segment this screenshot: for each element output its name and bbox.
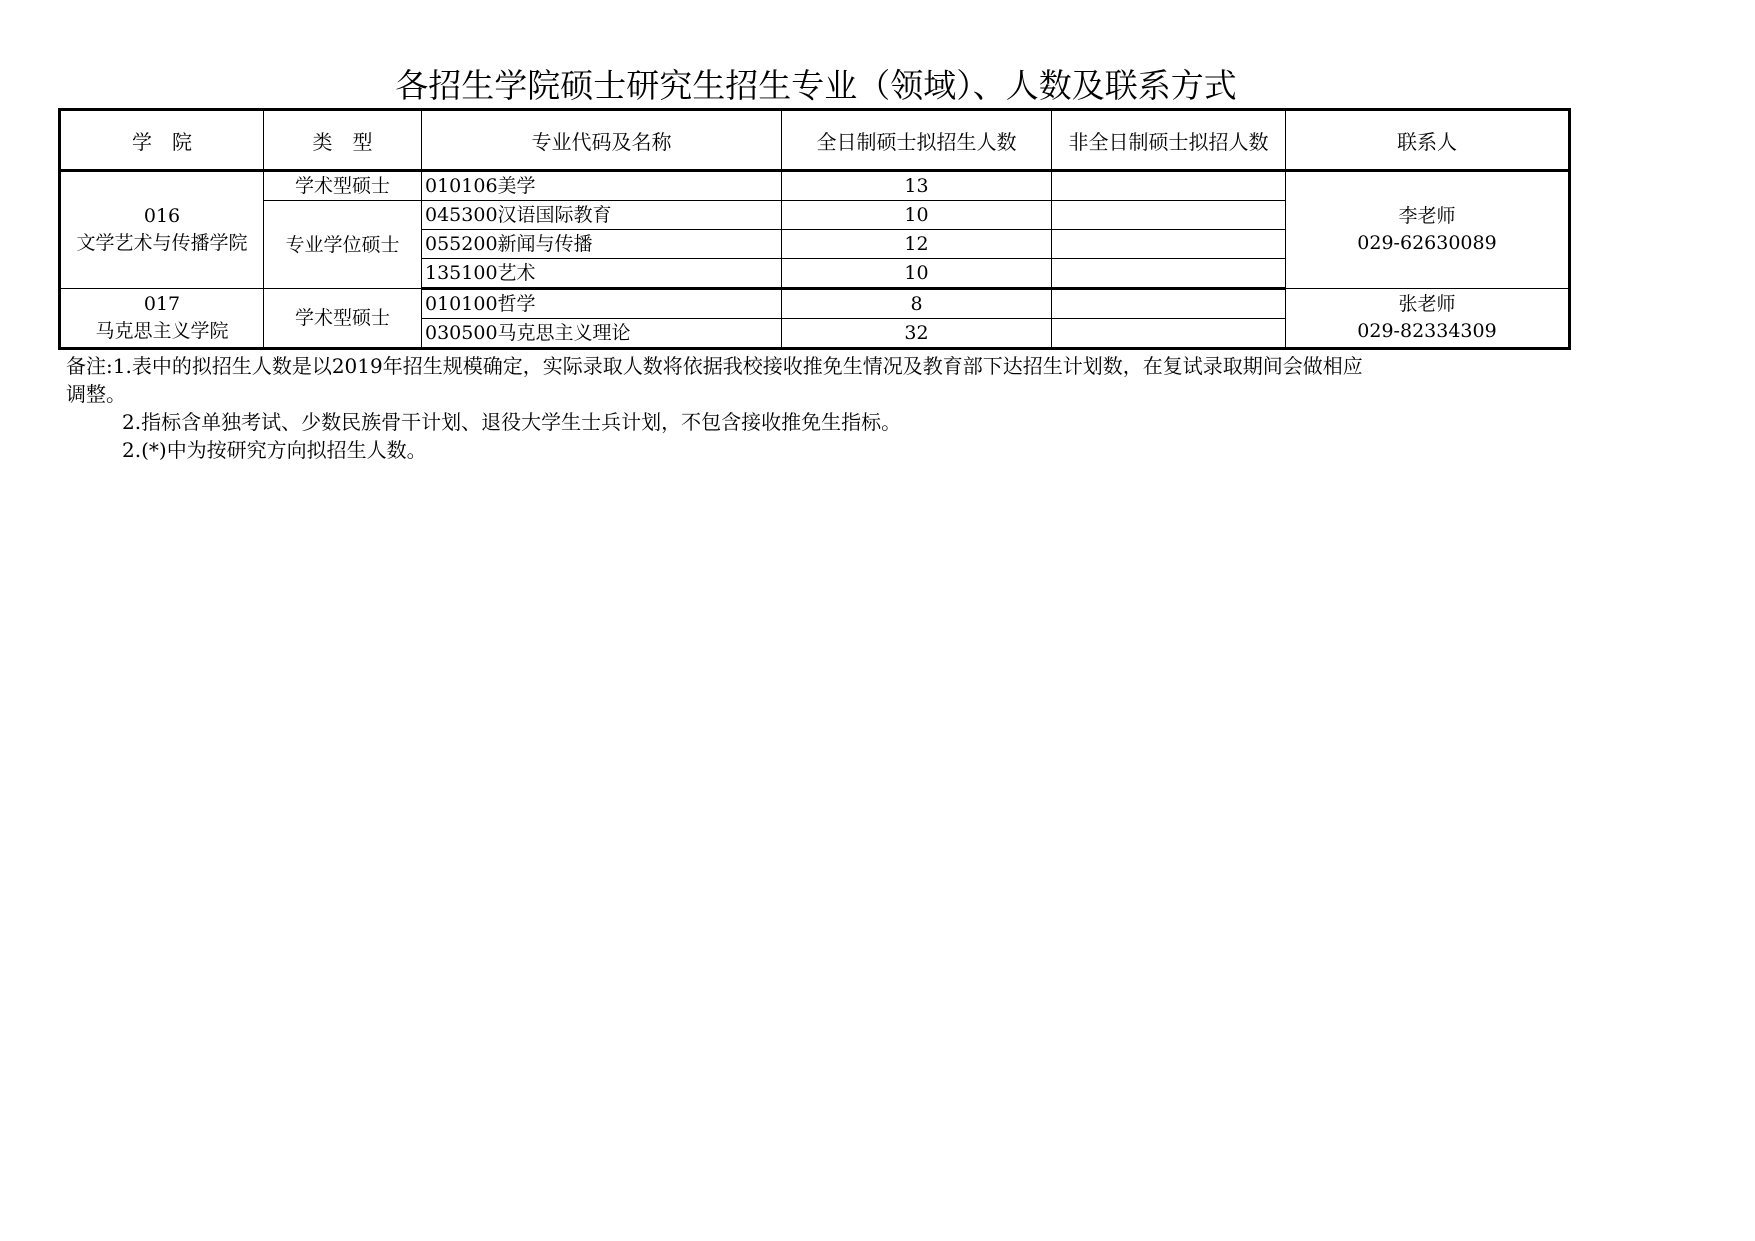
parttime-cell (1052, 201, 1286, 230)
page-title: 各招生学院硕士研究生招生专业（领域）、人数及联系方式 (395, 66, 1237, 105)
table-row (60, 171, 1570, 201)
contact-phone: 029-62630089 (1357, 232, 1497, 254)
type-cell: 专业学位硕士 (264, 201, 422, 289)
college-name: 文学艺术与传播学院 (76, 232, 248, 254)
parttime-cell (1052, 171, 1286, 201)
major-cell: 045300汉语国际教育 (422, 201, 782, 230)
admissions-table (58, 108, 1571, 350)
table-row (60, 289, 1570, 319)
table-header-row (60, 110, 1570, 171)
fulltime-cell: 10 (782, 201, 1052, 230)
contact-cell (1286, 171, 1570, 289)
note-1: 备注:1.表中的拟招生人数是以2019年招生规模确定，实际录取人数将依据我校接收推免生情况及教育部下达招生计划数，在复试录取期间会做相应 (66, 354, 1363, 378)
header-college: 学 院 (60, 110, 264, 171)
header-type: 类 型 (264, 110, 422, 171)
college-code: 016 (143, 205, 181, 227)
note-3: 2.(*)中为按研究方向拟招生人数。 (122, 438, 427, 462)
major-cell: 010106美学 (422, 171, 782, 201)
major-cell: 135100艺术 (422, 259, 782, 289)
notes-section (66, 352, 1566, 464)
note-1-continued: 调整。 (66, 382, 126, 406)
header-contact: 联系人 (1286, 110, 1570, 171)
header-major: 专业代码及名称 (422, 110, 782, 171)
college-code: 017 (143, 293, 181, 315)
contact-phone: 029-82334309 (1357, 320, 1497, 342)
major-cell: 010100哲学 (422, 289, 782, 319)
parttime-cell (1052, 289, 1286, 319)
college-group-017 (60, 289, 1570, 349)
major-cell: 055200新闻与传播 (422, 230, 782, 259)
fulltime-cell: 12 (782, 230, 1052, 259)
contact-cell (1286, 289, 1570, 349)
fulltime-cell: 32 (782, 319, 1052, 349)
college-cell (60, 171, 264, 289)
fulltime-cell: 8 (782, 289, 1052, 319)
contact-name: 李老师 (1398, 205, 1456, 227)
college-cell (60, 289, 264, 349)
parttime-cell (1052, 259, 1286, 289)
college-group-016 (60, 171, 1570, 289)
note-2: 2.指标含单独考试、少数民族骨干计划、退役大学生士兵计划，不包含接收推免生指标。 (122, 410, 902, 434)
parttime-cell (1052, 319, 1286, 349)
header-fulltime: 全日制硕士拟招生人数 (782, 110, 1052, 171)
type-cell: 学术型硕士 (264, 289, 422, 349)
contact-name: 张老师 (1398, 293, 1456, 315)
major-cell: 030500马克思主义理论 (422, 319, 782, 349)
parttime-cell (1052, 230, 1286, 259)
fulltime-cell: 10 (782, 259, 1052, 289)
type-cell: 学术型硕士 (264, 171, 422, 201)
fulltime-cell: 13 (782, 171, 1052, 201)
college-name: 马克思主义学院 (95, 320, 229, 342)
header-parttime: 非全日制硕士拟招人数 (1052, 110, 1286, 171)
